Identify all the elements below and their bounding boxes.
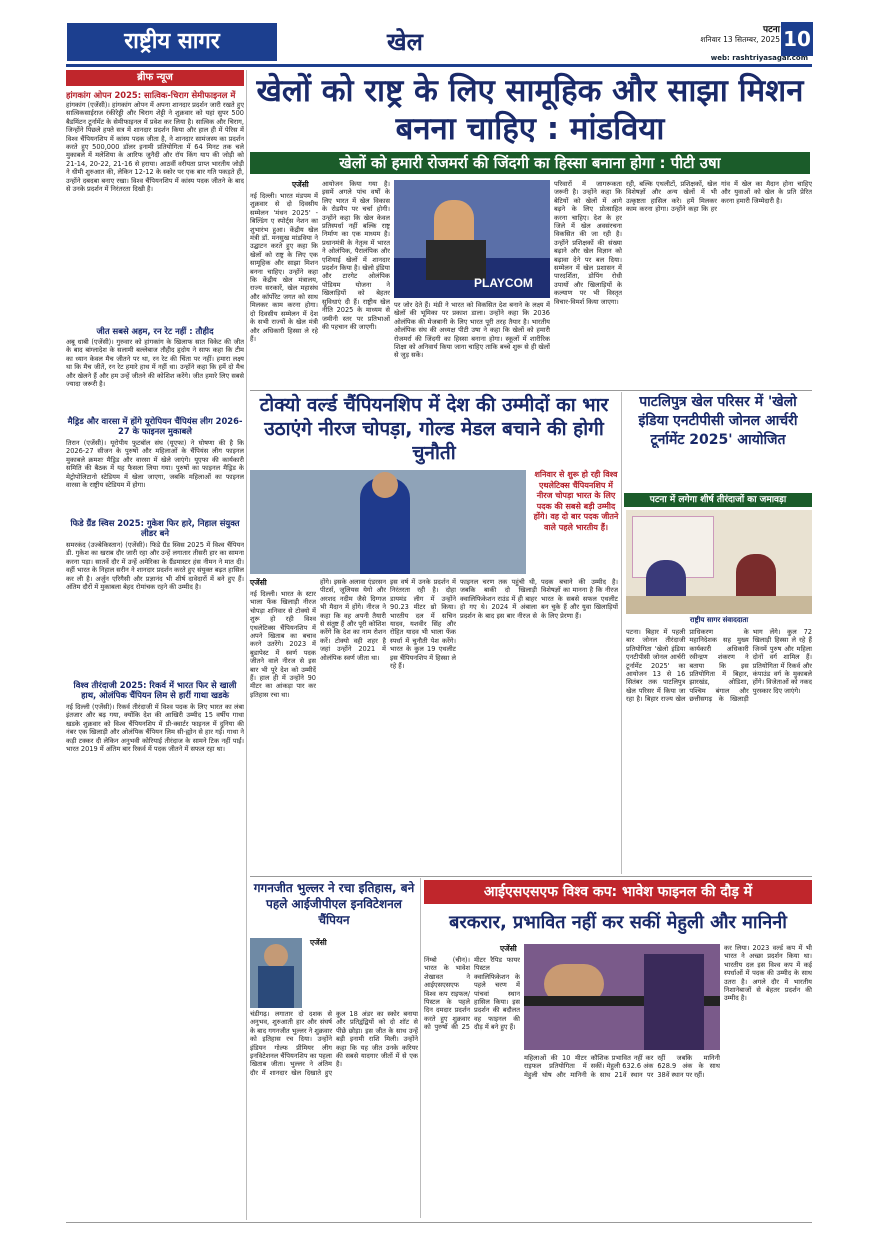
javelin-photo (250, 470, 526, 574)
shooting-headline-bar: आईएसएसएफ विश्व कप: भावेश फाइनल की दौड़ में (424, 880, 812, 904)
archery-subheadline: पटना में लगेगा शीर्ष तीरंदाजों का जमावड़ा (624, 493, 812, 507)
page-number: 10 (781, 22, 813, 56)
brief-body: अबू धाबी (एजेंसी)। गुरुवार को हांगकांग के खिलाफ सात विकेट की जीत के बाद बांग्लादेश के सलामी बल्लेबाज तौहीद हृदोय ने साफ कहा कि टीम का ध्यान केवल मैच जीतने पर था, रन रेट की चिंता पर नहीं। हमारा लक्ष्य था कि मैच जीतें, रन रेट हमारे हाथ में नहीं था। उन्होंने कहा कि हमें दो मैच और खेलने हैं और हम उन्हें जीतने की कोशिश करेंगे। जीत हमारे लिए सबसे ज्यादा जरूरी है। (66, 338, 244, 389)
header-rule (66, 64, 812, 67)
shooting-body: निंग्बो (चीन)। भारत के भावेश शेखावत ने आईएसएसएफ विश्व कप राइफल/पिस्टल के पहले दिन दमदार प्रदर्शन करते हुए शुक्रवार को पुरुषों की 25 मीटर रैपिड फायर पिस्टल क्वालिफिकेशन के पहले चरण में पांचवां स्थान हासिल किया। इस प्रदर्शन की बदौलत वह फाइनल की दौड़ में बने हुए हैं। (424, 956, 520, 1032)
brief-headline: विश्व तीरंदाजी 2025: रिकर्व में भारत फिर से खाली हाथ, ओलंपिक चैंपियन लिम से हारीं गाथा खडके (73, 680, 237, 700)
brief-headline: हांगकांग ओपन 2025: सात्विक-चिराग सेमीफाइनल में (66, 90, 236, 100)
date-box (600, 26, 780, 54)
column-divider (420, 878, 421, 1218)
javelin-headline: टोक्यो वर्ल्ड चैंपियनशिप में देश की उम्मीदों का भार उठाएंगे नीरज चोपड़ा, गोल्ड मेडल बचाने की होगी चुनौती (259, 394, 609, 464)
column-divider (621, 392, 622, 874)
bhullar-headline: गगनजीत भुल्लर ने रचा इतिहास, बने पहले आईजीपीएल इनविटेशनल चैंपियन (253, 881, 415, 927)
bhullar-agency: एजेंसी (310, 938, 327, 947)
section-title: खेल (387, 28, 423, 56)
footer-rule (66, 1222, 812, 1223)
section-divider (250, 390, 812, 391)
brief-body: नई दिल्ली (एजेंसी)। रिकर्व तीरंदाजी में विश्व पदक के लिए भारत का लंबा इंतजार और बढ़ गया, क्योंकि देश की आखिरी उम्मीद 15 वर्षीय गाथा खडके शुक्रवार को विश्व चैंपियनशिप में प्री-क्वार्टर फाइनल में दुनिया की नंबर एक खिलाड़ी और ओलंपिक चैंपियन लिम सी-ह्योन से हार गईं। गाथा ने कड़ी टक्कर दी लेकिन अनुभवी कोरियाई तीरंदाज के सामने टिक नहीं पाईं। भारत 2019 में अंतिम बार रिकर्व में पदक जीतने में सफल रहा था। (66, 703, 244, 754)
masthead-title: राष्ट्रीय सागर (67, 23, 277, 61)
section-divider (250, 876, 812, 877)
lead-body: रही, बल्कि एथलीटों, प्रशिक्षकों, खेल विशेषज्ञों और अन्य खेलों में भी उत्कृष्टता हासिल करे। हमें मिलकर काम करना होगा। उन्होंने कहा कि हर गांव में खेल का मैदान होना चाहिए और युवाओं को खेल के प्रति प्रेरित करना हमारी जिम्मेदारी है। (626, 180, 812, 214)
shooting-headline: बरकरार, प्रभावित नहीं कर सकीं मेहुली और मानिनी (449, 912, 787, 933)
shooting-body: कर लिया। 2023 वर्ल्ड कप में भी भारत ने अच्छा प्रदर्शन किया था। भारतीय दल इस विश्व कप में कई स्पर्धाओं में पदक की उम्मीद के साथ उतरा है। अगले दौर में भारतीय निशानेबाजों से बेहतर प्रदर्शन की उम्मीद है। (724, 944, 812, 1003)
brief-news-label: ब्रीफ न्यूज (66, 70, 244, 86)
archery-headline: पाटलिपुत्र खेल परिसर में 'खेलो इंडिया एनटीपीसी जोनल आर्चरी टूर्नामेंट 2025' आयोजित (638, 394, 798, 448)
brief-headline: मैड्रिड और वारसा में होंगे यूरोपियन चैंपियंस लीग 2026-27 के फाइनल मुकाबले (67, 416, 243, 436)
archery-photo (626, 510, 812, 614)
javelin-body: इस वर्ष में उनके प्रदर्शन में निरंतरता रही है। दोहा डायमंड लीग में उन्होंने 90.23 मीटर थ्रो किया। भारतीय दल में सचिन यादव, यशवीर सिंह और रोहित यादव भी भाला फेंक स्पर्धा में चुनौती पेश करेंगे। भारत के कुल 19 एथलीट इस चैंपियनशिप में हिस्सा ले रहे हैं। (390, 578, 456, 671)
javelin-agency: एजेंसी (250, 578, 267, 587)
website: web: rashtriyasagar.com (710, 54, 808, 62)
brief-headline: फिडे ग्रैंड स्विस 2025: गुकेश फिर हारे, निहाल संयुक्त लीडर बने (70, 518, 240, 538)
shooting-body: महिलाओं की 10 मीटर राइफल प्रतियोगिता में मेहुली घोष और मानिनी कौशिक प्रभावित नहीं कर सकीं। मेहुली 632.6 अंक के साथ 21वें स्थान पर रहीं जबकि मानिनी 628.9 अंक के साथ 38वें स्थान पर रहीं। (524, 1054, 720, 1079)
brief-body: समरकंद (उज्बेकिस्तान) (एजेंसी)। फिडे ग्रैंड स्विस 2025 में विश्व चैंपियन डी. गुकेश का खराब दौर जारी रहा और उन्हें लगातार तीसरी हार का सामना करना पड़ा। सातवें दौर में उन्हें अमेरिका के ग्रैंडमास्टर हंस नीमन ने मात दी। वहीं भारत के निहाल सरीन ने शानदार प्रदर्शन करते हुए संयुक्त बढ़त हासिल कर ली है। अर्जुन एरिगैसी और प्रज्ञानंद भी शीर्ष दावेदारों में बने हुए हैं। अंतिम दौरों में मुकाबला बेहद रोमांचक रहने की उम्मीद है। (66, 541, 244, 592)
lead-headline: खेलों को राष्ट्र के लिए सामूहिक और साझा मिशन बनना चाहिए : मांडविया (256, 73, 804, 147)
brief-body: तिरान (एजेंसी)। यूरोपीय फुटबॉल संघ (यूएफा) ने घोषणा की है कि 2026-27 सीजन के पुरुषों और महिलाओं के चैंपियंस लीग फाइनल मुकाबले क्रमशः मैड्रिड और वारसा में खेले जाएंगे। यूएफा की कार्यकारी समिति की बैठक में यह फैसला लिया गया। पुरुषों का फाइनल मैड्रिड के मेट्रोपोलिटानो स्टेडियम में खेला जाएगा, जबकि महिलाओं का फाइनल वारसा के राष्ट्रीय स्टेडियम में होगा। (66, 439, 244, 490)
lead-subheadline: खेलों को हमारी रोजमर्रा की जिंदगी का हिस्सा बनाना होगा : पीटी उषा (250, 152, 810, 174)
archery-body: पटना। बिहार में पहली बार जोनल तीरंदाजी प्रतियोगिता 'खेलो इंडिया एनटीपीसी जोनल आर्चरी टूर्नामेंट 2025' का आयोजन 13 से 16 सितंबर तक पाटलिपुत्र खेल परिसर में किया जा रहा है। बिहार राज्य खेल प्राधिकरण के महानिदेशक सह मुख्य कार्यकारी अधिकारी रवीन्द्रण शंकरण ने बताया कि इस प्रतियोगिता में बिहार, झारखंड, ओडिशा, पश्चिम बंगाल और छत्तीसगढ़ के खिलाड़ी भाग लेंगे। कुल 72 खिलाड़ी हिस्सा ले रहे हैं जिनमें पुरुष और महिला दोनों वर्ग शामिल हैं। प्रतियोगिता में रिकर्व और कंपाउंड वर्ग के मुकाबले होंगे। विजेताओं को नकद पुरस्कार दिए जाएंगे। (626, 628, 812, 704)
lead-photo (394, 180, 550, 298)
bhullar-body: चंडीगढ़। लगातार दो दशक से अनुभव, शुरुआती हार और संघर्ष के बाद गगनजीत भुल्लर ने शुक्रवार को इतिहास रच दिया। उन्होंने इंडियन गोल्फ प्रीमियर लीग इनविटेशनल चैंपियनशिप का पहला खिताब जीता। भुल्लर ने अंतिम दौर में शानदार खेल दिखाते हुए कुल 18 अंडर का स्कोर बनाया और प्रतिद्वंद्वियों को दो शॉट से पीछे छोड़ा। इस जीत के साथ उन्हें बड़ी इनामी राशि मिली। उन्होंने कहा कि यह जीत उनके करियर की सबसे यादगार जीतों में से एक है। (250, 1010, 418, 1077)
city: पटना (763, 25, 780, 35)
lead-body: आयोजन किया गया है। इसमें अगले पांच वर्षों के लिए भारत में खेल विकास के रोडमैप पर चर्चा होगी। उन्होंने कहा कि खेल केवल प्रतिस्पर्धा नहीं बल्कि राष्ट्र निर्माण का एक माध्यम है। प्रधानमंत्री के नेतृत्व में भारत ने ओलंपिक, पैरालंपिक और एशियाई खेलों में शानदार प्रदर्शन किया है। खेलो इंडिया और टारगेट ओलंपिक पोडियम योजना ने खिलाड़ियों को बेहतर सुविधाएं दी हैं। राष्ट्रीय खेल नीति 2025 के माध्यम से जमीनी स्तर पर प्रतिभाओं की पहचान की जाएगी। (322, 180, 390, 331)
lead-body: परिवारों में जागरूकता जरूरी है। उन्होंने कहा कि बेटियों को खेलों में आगे बढ़ने के लिए प्रोत्साहित करना चाहिए। देश के हर जिले में खेल अवसंरचना विकसित की जा रही है। उन्होंने प्रशिक्षकों की संख्या बढ़ाने और खेल विज्ञान को बढ़ावा देने पर बल दिया। सम्मेलन में खेल प्रशासन में पारदर्शिता, डोपिंग रोधी उपायों और खिलाड़ियों के कल्याण पर भी विस्तृत विचार-विमर्श किया जाएगा। (554, 180, 622, 306)
javelin-body: होंगे। इसके अलावा एंडरसन पीटर्स, जूलियस येगो और अरशद नदीम जैसे दिग्गज भी मैदान में होंगे। नीरज ने कहा कि वह अपनी तैयारी से संतुष्ट हैं और पूरी कोशिश करेंगे कि देश का नाम रोशन करें। टोक्यो वही शहर है जहां उन्होंने 2021 में ओलंपिक स्वर्ण जीता था। (320, 578, 386, 662)
lead-body: नई दिल्ली। भारत मंडपम में शुक्रवार से दो दिवसीय सम्मेलन 'मंथन 2025' - बिल्डिंग ए स्पोर्ट्स नेशन का शुभारंभ हुआ। केंद्रीय खेल मंत्री डॉ. मनसुख मांडविया ने उद्घाटन करते हुए कहा कि खेलों को राष्ट्र के लिए एक सामूहिक और साझा मिशन बनना चाहिए। उन्होंने कहा कि केंद्रीय खेल मंत्रालय, राज्य सरकारें, खेल महासंघ और कॉर्पोरेट जगत को साथ मिलकर काम करना होगा। दो दिवसीय सम्मेलन में देश के सभी राज्यों के खेल मंत्री और अधिकारी हिस्सा ले रहे हैं। (250, 192, 318, 343)
bhullar-photo (250, 938, 302, 1008)
shooting-photo (524, 944, 720, 1050)
date: शनिवार 13 सितम्बर, 2025 (700, 35, 780, 44)
archery-caption: राष्ट्रीय सागर संवाददाता (689, 616, 749, 624)
javelin-body: नई दिल्ली। भारत के स्टार भाला फेंक खिलाड़ी नीरज चोपड़ा शनिवार से टोक्यो में शुरू हो रही विश्व एथलेटिक्स चैंपियनशिप में अपने खिताब का बचाव करने उतरेंगे। 2023 में बुडापेस्ट में स्वर्ण पदक जीतने वाले नीरज से इस बार भी पूरे देश को उम्मीदें हैं। हाल ही में उन्होंने 90 मीटर का आंकड़ा पार कर इतिहास रचा था। (250, 590, 316, 699)
lead-agency: एजेंसी (292, 180, 309, 189)
shooting-agency: एजेंसी (500, 944, 517, 953)
brief-body: हांगकांग (एजेंसी)। हांगकांग ओपन में अपना शानदार प्रदर्शन जारी रखते हुए सात्विकसाईराज रंकीरेड्डी और चिराग शेट्टी ने शुक्रवार को यहां सुपर 500 बैडमिंटन टूर्नामेंट के सेमीफाइनल में प्रवेश कर लिया है। सात्विक और चिराग, जिन्होंने पिछले हफ्ते सत्र में शानदार प्रदर्शन किया और हाल ही में पेरिस में विश्व चैंपियनशिप में कांस्य पदक जीता है, ने शानदार सामंजस्य का प्रदर्शन करते हुए 500,000 डॉलर इनामी प्रतियोगिता में 64 मिनट तक चले मुकाबले में मलेशिया के आरिफ जुनैदी और रॉय किंग याप की जोड़ी को 21-14, 20-22, 21-16 से हराया। आठवीं वरीयता प्राप्त भारतीय जोड़ी ने धीमी शुरुआत की, लेकिन 12-12 के स्कोर पर एक बार गति पकड़ते ही, उन्होंने दबदबा बनाए रखा। विश्व चैंपियनशिप में कांस्य पदक जीतने के बाद से उनके प्रदर्शन में निरंतरता दिखी है। (66, 101, 244, 194)
column-divider (246, 70, 247, 1220)
javelin-body: फाइनल चरण तक पहुंची थी, जबकि बाकी दो खिलाड़ी क्वालिफिकेशन राउंड में ही बाहर हो गए थे। 2024 में अंबाला प्रदर्शन के बाद इस बार नीरज से पदक बचाने की उम्मीद है। विशेषज्ञों का मानना है कि नीरज भारत के सबसे सफल एथलीट बन चुके हैं और युवा खिलाड़ियों के लिए प्रेरणा हैं। (460, 578, 618, 620)
photo-logo-text: PLAYCOM (474, 276, 533, 290)
javelin-quote: शनिवार से शुरू हो रही विश्व एथलेटिक्स चैंपियनशिप में नीरज चोपड़ा भारत के लिए पदक की सबसे बड़ी उम्मीद होंगे। वह दो बार पदक जीतने वाले पहले भारतीय हैं। (533, 470, 619, 532)
lead-body: पर जोर देते हैं। मंडी ने भारत को विकसित देश बनाने के लक्ष्य में खेलों की भूमिका पर प्रकाश डाला। उन्होंने कहा कि 2036 ओलंपिक की मेजबानी के लिए भारत पूरी तरह तैयार है। भारतीय ओलंपिक संघ की अध्यक्ष पीटी उषा ने कहा कि खेलों को हमारी रोजमर्रा की जिंदगी का हिस्सा बनाना होगा। स्कूलों में शारीरिक शिक्षा को अनिवार्य किया जाना चाहिए ताकि बच्चे शुरू से ही खेलों से जुड़ सकें। (394, 301, 550, 360)
brief-headline: जीत सबसे अहम, रन रेट नहीं : तौहीद (96, 326, 214, 336)
